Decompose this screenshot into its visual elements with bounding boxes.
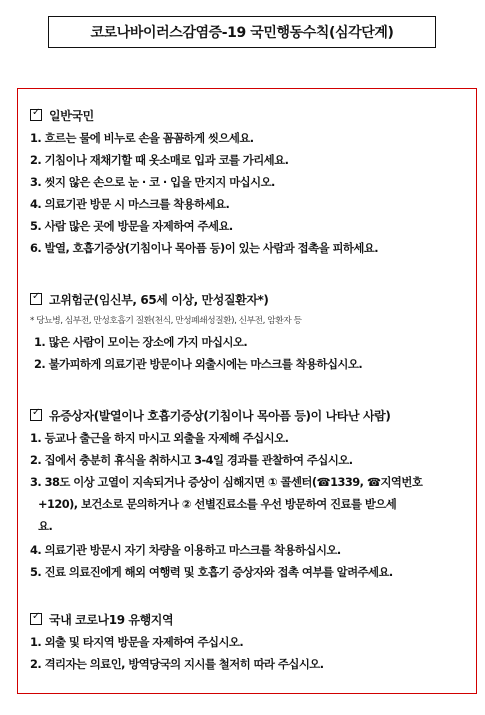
checkbox-icon — [30, 409, 42, 421]
section-heading-text: 유증상자(발열이나 호흡기증상(기침이나 목아픔 등)이 나타난 사람) — [49, 409, 391, 423]
list-item: 1. 흐르는 물에 비누로 손을 꼼꼼하게 씻으세요. — [30, 131, 254, 145]
list-item: 5. 사람 많은 곳에 방문을 자제하여 주세요. — [30, 219, 233, 233]
section-high-risk-heading — [30, 291, 268, 308]
list-item: 2. 불가피하게 의료기관 방문이나 외출시에는 마스크를 착용하십시오. — [34, 357, 363, 371]
list-item-continuation: +120), 보건소로 문의하거나 ② 선별진료소를 우선 방문하여 진료를 받으세 — [38, 497, 397, 511]
section-heading-text: 국내 코로나19 유행지역 — [49, 613, 174, 627]
section-heading-text: 고위험군(임신부, 65세 이상, 만성질환자*) — [49, 293, 269, 307]
guideline-box — [17, 88, 477, 694]
section-symptomatic-heading — [30, 407, 390, 424]
list-item: 1. 많은 사람이 모이는 장소에 가지 마십시오. — [34, 335, 248, 349]
list-item: 2. 격리자는 의료인, 방역당국의 지시를 철저히 따라 주십시오. — [30, 657, 324, 671]
list-item-continuation: 요. — [38, 519, 53, 533]
list-item: 1. 외출 및 타지역 방문을 자제하여 주십시오. — [30, 635, 244, 649]
document-title: 코로나바이러스감염증-19 국민행동수칙(심각단계) — [48, 16, 436, 48]
checkbox-icon — [30, 613, 42, 625]
section-general-public-heading — [30, 107, 94, 124]
list-item: 4. 의료기관 방문시 자기 차량을 이용하고 마스크를 착용하십시오. — [30, 543, 341, 557]
list-item: 5. 진료 의료진에게 해외 여행력 및 호흡기 증상자와 접촉 여부를 알려주세요. — [30, 565, 393, 579]
list-item: 3. 38도 이상 고열이 지속되거나 증상이 심해지면 ① 콜센터(☎1339, ☎지역번호 — [30, 475, 423, 489]
list-item: 4. 의료기관 방문 시 마스크를 착용하세요. — [30, 197, 230, 211]
list-item: 1. 등교나 출근을 하지 마시고 외출을 자제해 주십시오. — [30, 431, 289, 445]
checkbox-icon — [30, 109, 42, 121]
checkbox-icon — [30, 293, 42, 305]
footnote: * 당뇨병, 심부전, 만성호흡기 질환(천식, 만성폐쇄성질환), 신부전, 암환자 등 — [30, 316, 302, 326]
list-item: 2. 기침이나 재채기할 때 옷소매로 입과 코를 가리세요. — [30, 153, 289, 167]
section-heading-text: 일반국민 — [49, 109, 94, 123]
list-item: 2. 집에서 충분히 휴식을 취하시고 3-4일 경과를 관찰하여 주십시오. — [30, 453, 353, 467]
list-item: 6. 발열, 호흡기증상(기침이나 목아픔 등)이 있는 사람과 접촉을 피하세요. — [30, 241, 379, 255]
section-outbreak-area-heading — [30, 611, 173, 628]
list-item: 3. 씻지 않은 손으로 눈 · 코 · 입을 만지지 마십시오. — [30, 175, 275, 189]
